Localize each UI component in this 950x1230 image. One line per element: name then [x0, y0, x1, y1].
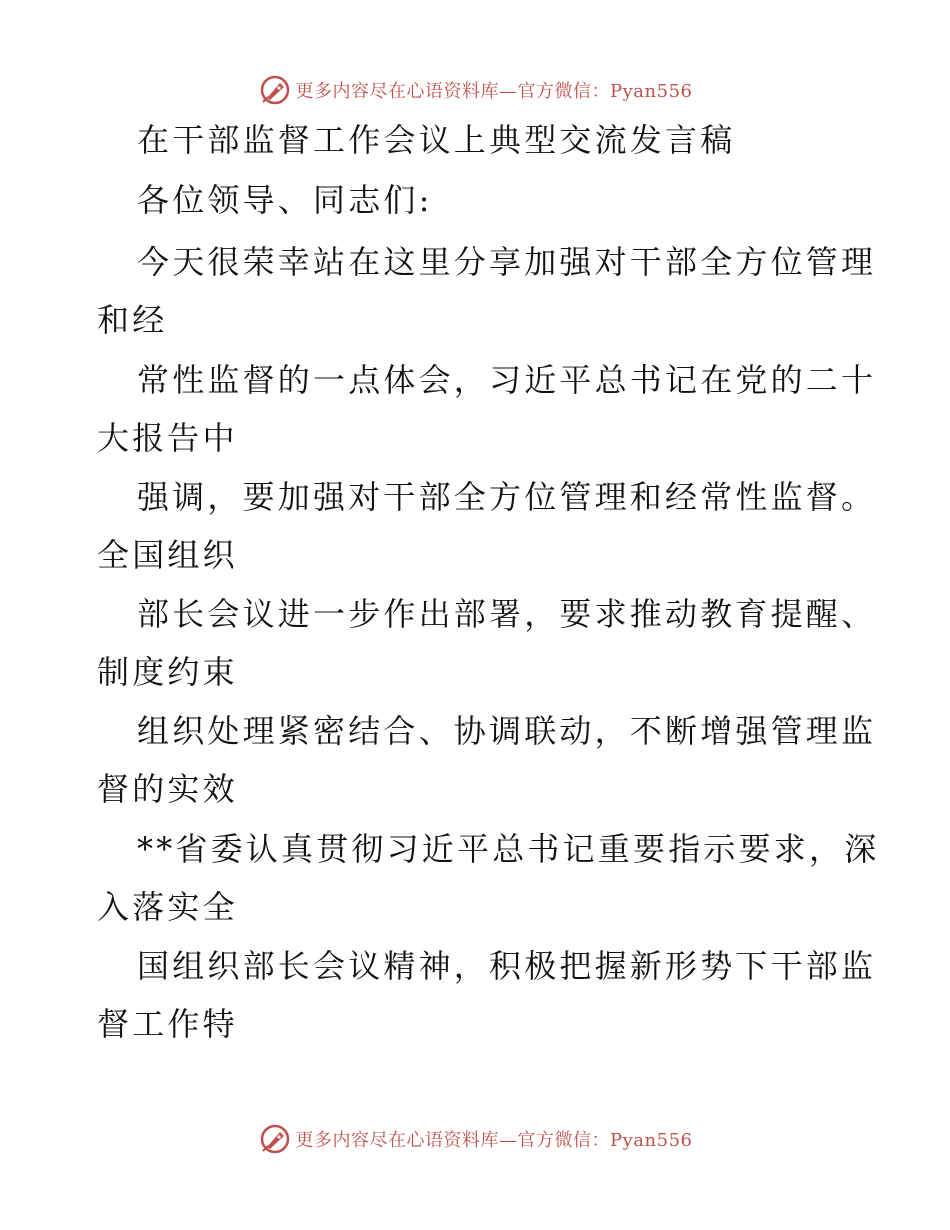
paragraph-line: 今天很荣幸站在这里分享加强对干部全方位管理: [137, 243, 877, 281]
watermark-text: 更多内容尽在心语资料库—官方微信：Pyan556: [295, 1130, 693, 1151]
paragraph-line: 和经: [97, 301, 168, 339]
watermark-text: 更多内容尽在心语资料库—官方微信：Pyan556: [295, 81, 693, 102]
top-watermark-banner: [0, 70, 950, 110]
paragraph-line: 组织处理紧密结合、协调联动，不断增强管理监: [137, 712, 877, 750]
paragraph-line: 入落实全: [97, 888, 238, 926]
paragraph-line: 常性监督的一点体会，习近平总书记在党的二十: [137, 361, 877, 399]
pen-nib-icon: [258, 1122, 292, 1156]
paragraph-line: 部长会议进一步作出部署，要求推动教育提醒、: [137, 595, 877, 633]
paragraph-line: 制度约束: [97, 653, 238, 691]
document-title: 在干部监督工作会议上典型交流发言稿: [137, 121, 736, 159]
paragraph-line: 大报告中: [97, 419, 238, 457]
pen-nib-icon: [258, 73, 292, 107]
paragraph-line: **省委认真贯彻习近平总书记重要指示要求，深: [137, 830, 880, 868]
paragraph-line: 国组织部长会议精神，积极把握新形势下干部监: [137, 947, 877, 985]
paragraph-line: 强调，要加强对干部全方位管理和经常性监督。: [137, 478, 877, 516]
paragraph-line: 督工作特: [97, 1005, 238, 1043]
paragraph-line: 全国组织: [97, 536, 238, 574]
paragraph-line: 督的实效: [97, 770, 238, 808]
salutation: 各位领导、同志们:: [137, 181, 433, 219]
bottom-watermark-banner: [0, 1119, 950, 1159]
